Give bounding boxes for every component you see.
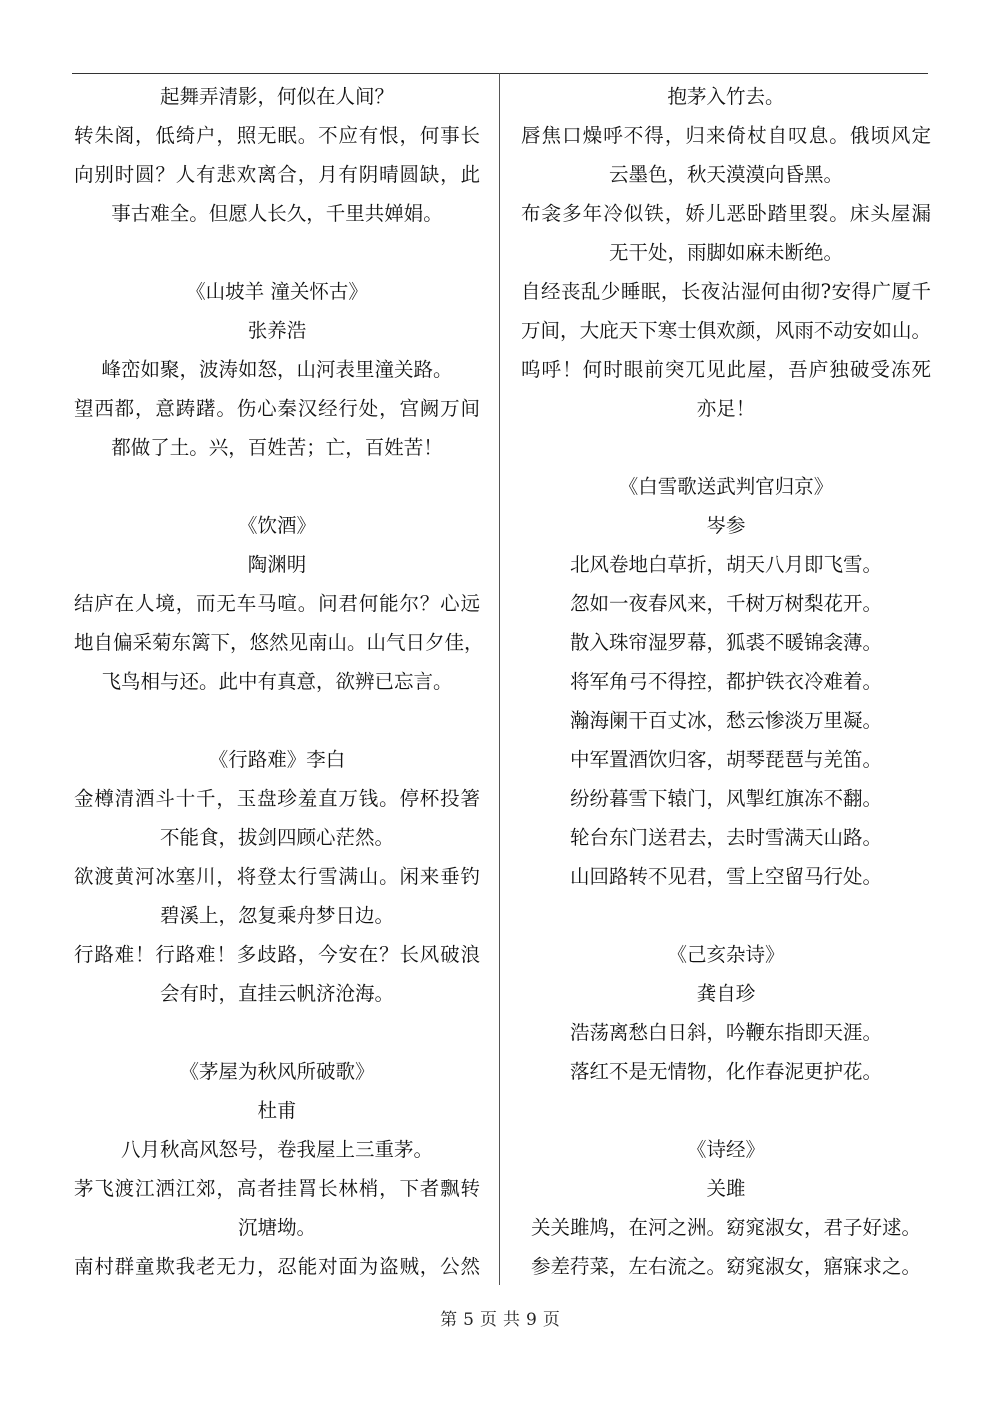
poem-line: 将军角弓不得控，都护铁衣冷难着。 <box>569 670 882 693</box>
poem-author: 岑参 <box>706 514 746 537</box>
poem-line: 参差荇菜，左右流之。窈窕淑女，寤寐求之。 <box>530 1255 921 1278</box>
poem-line: 轮台东门送君去，去时雪满天山路。 <box>569 826 882 849</box>
poem-line: 结庐在人境，而无车马喧。问君何能尔？心远 <box>74 592 480 615</box>
poem-line: 飞鸟相与还。此中有真意，欲辨已忘言。 <box>101 670 453 693</box>
poem-line: 浩荡离愁白日斜，吟鞭东指即天涯。 <box>569 1021 882 1044</box>
poem-line: 抱茅入竹去。 <box>667 85 785 108</box>
poem-line: 布衾多年冷似铁，娇儿恶卧踏里裂。床头屋漏 <box>521 202 931 225</box>
poem-line: 望西都，意踌躇。伤心秦汉经行处，宫阙万间 <box>74 397 480 420</box>
left-column <box>74 77 484 1286</box>
page-footer <box>0 1308 1000 1332</box>
poem-line: 瀚海阑干百丈冰，愁云惨淡万里凝。 <box>569 709 882 732</box>
poem-line: 呜呼！何时眼前突兀见此屋，吾庐独破受冻死 <box>521 358 931 381</box>
poem-line: 关关雎鸠，在河之洲。窈窕淑女，君子好逑。 <box>530 1216 921 1239</box>
poem-line: 山回路转不见君，雪上空留马行处。 <box>569 865 882 888</box>
poem-line: 唇焦口燥呼不得，归来倚杖自叹息。俄顷风定 <box>521 124 931 147</box>
poem-line: 峰峦如聚，波涛如怒，山河表里潼关路。 <box>101 358 453 381</box>
poem-line: 碧溪上，忽复乘舟梦日边。 <box>159 904 394 927</box>
text-line: 事古难全。但愿人长久，千里共婵娟。 <box>111 202 443 225</box>
poem-title: 《饮酒》 <box>237 514 316 537</box>
poem-line: 亦足！ <box>696 397 756 420</box>
poem-line: 云墨色，秋天漠漠向昏黑。 <box>608 163 843 186</box>
poem-title: 《己亥杂诗》 <box>667 943 785 966</box>
footer-prefix: 第 <box>440 1310 458 1330</box>
poem-line: 沉塘坳。 <box>237 1216 316 1239</box>
column-divider <box>499 73 500 1285</box>
poem-line: 金樽清酒斗十千，玉盘珍羞直万钱。停杯投箸 <box>74 787 480 810</box>
poem-line: 散入珠帘湿罗幕，狐裘不暖锦衾薄。 <box>569 631 882 654</box>
footer-current-page: 5 <box>463 1310 474 1330</box>
poem-line: 无干处，雨脚如麻未断绝。 <box>608 241 843 264</box>
poem-line: 落红不是无情物，化作春泥更护花。 <box>569 1060 882 1083</box>
text-line: 起舞弄清影，何似在人间？ <box>159 85 394 108</box>
poem-line: 忽如一夜春风来，千树万树梨花开。 <box>569 592 882 615</box>
footer-total-word: 共 <box>503 1310 520 1330</box>
poem-title: 《茅屋为秋风所破歌》 <box>179 1060 375 1083</box>
poem-author: 龚自珍 <box>696 982 756 1005</box>
poem-line: 会有时，直挂云帆济沧海。 <box>159 982 394 1005</box>
poem-title: 《山坡羊 潼关怀古》 <box>186 280 368 303</box>
poem-line: 欲渡黄河冰塞川，将登太行雪满山。闲来垂钓 <box>74 865 480 888</box>
poem-title: 《诗经》 <box>686 1138 765 1161</box>
right-column <box>521 77 931 1286</box>
poem-author: 杜甫 <box>257 1099 297 1122</box>
poem-author: 关雎 <box>706 1177 746 1200</box>
poem-line: 中军置酒饮归客，胡琴琵琶与羌笛。 <box>569 748 882 771</box>
poem-line: 茅飞渡江洒江郊，高者挂罥长林梢，下者飘转 <box>74 1177 480 1200</box>
top-rule <box>72 73 928 74</box>
poem-line: 不能食，拔剑四顾心茫然。 <box>159 826 394 849</box>
poem-line: 地自偏采菊东篱下，悠然见南山。山气日夕佳， <box>74 631 484 654</box>
poem-line: 都做了土。兴，百姓苦；亡，百姓苦！ <box>111 436 443 459</box>
poem-line: 行路难！行路难！多歧路，今安在？长风破浪 <box>74 943 480 966</box>
footer-page-word: 页 <box>480 1310 497 1330</box>
poem-title: 《行路难》李白 <box>208 748 346 771</box>
poem-line: 南村群童欺我老无力，忍能对面为盗贼，公然 <box>74 1255 480 1278</box>
text-line: 转朱阁，低绮户，照无眠。不应有恨，何事长 <box>74 124 480 147</box>
poem-line: 八月秋高风怒号，卷我屋上三重茅。 <box>120 1138 433 1161</box>
poem-line: 纷纷暮雪下辕门，风掣红旗冻不翻。 <box>569 787 882 810</box>
poem-title: 《白雪歌送武判官归京》 <box>618 475 834 498</box>
footer-total-pages: 9 <box>526 1310 537 1330</box>
footer-suffix: 页 <box>542 1310 560 1330</box>
text-line: 向别时圆？人有悲欢离合，月有阴晴圆缺，此 <box>74 163 480 186</box>
poem-line: 北风卷地白草折，胡天八月即飞雪。 <box>569 553 882 576</box>
poem-line: 自经丧乱少睡眠，长夜沾湿何由彻?安得广厦千 <box>521 280 931 303</box>
poem-author: 陶渊明 <box>247 553 307 576</box>
poem-author: 张养浩 <box>247 319 307 342</box>
poem-line: 万间，大庇天下寒士俱欢颜，风雨不动安如山。 <box>521 319 931 342</box>
